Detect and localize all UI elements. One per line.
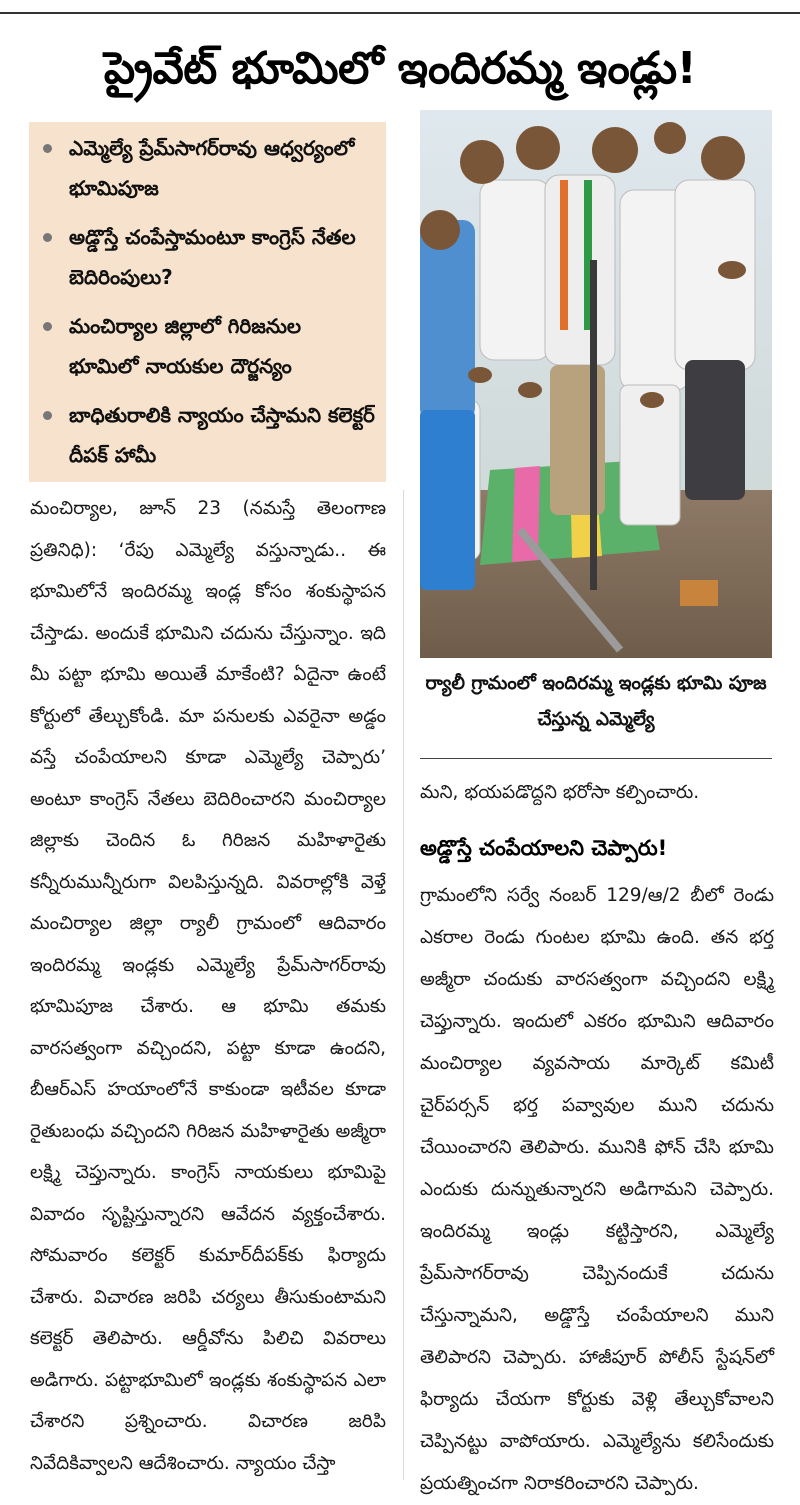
highlights-box xyxy=(29,122,386,482)
column-divider xyxy=(403,490,404,1480)
news-photo xyxy=(420,110,772,658)
highlight-item xyxy=(39,217,376,297)
bullet-icon xyxy=(43,144,52,153)
article-body-left: మంచిర్యాల, జూన్ 23 (నమస్తే తెలంగాణ ప్రతినిధి): ‘రేపు ఎమ్మెల్యే వస్తున్నాడు.. ఈ భూమిలోనే ఇందిరమ్మ ఇండ్ల కోసం శంకుస్థాపన చేస్తాడు. అందుకే భూమిని చదును చేస్తున్నాం. ఇది మీ పట్టా భూమి అయితే మాకేంటి? ఏదైనా ఉంటే కోర్టులో తేల్చుకోండి. మా పనులకు ఎవరైనా అడ్డం వస్తే చంపేయాలని కూడా ఎమ్మెల్యే చెప్పారు’ అంటూ కాంగ్రెస్ నేతలు బెదిరించారని మంచిర్యాల జిల్లాకు చెందిన ఓ గిరిజన మహిళారైతు కన్నీరుమున్నీరుగా విలపిస్తున్నది. వివరాల్లోకి వెళ్తే మంచిర్యాల జిల్లా ర్యాలీ గ్రామంలో ఆదివారం ఇందిరమ్మ ఇండ్లకు ఎమ్మెల్యే ప్రేమ్‌సాగర్‌రావు భూమిపూజ చేశారు. ఆ భూమి తమకు వారసత్వంగా వచ్చిందని, పట్టా కూడా ఉందని, బీఆర్‌ఎస్ హయాంలోనే కాకుండా ఇటీవల కూడా రైతుబంధు వచ్చిందని గిరిజన మహిళారైతు అజ్మీరా లక్ష్మి చెప్తున్నారు. కాంగ్రెస్ నాయకులు భూమిపై వివాదం సృష్టిస్తున్నారని ఆవేదన వ్యక్తంచేశారు. సోమవారం కలెక్టర్ కుమార్‌దీపక్‌కు ఫిర్యాదు చేశారు. విచారణ జరిపి చర్యలు తీసుకుంటామని కలెక్టర్ తెలిపారు. ఆర్డీవోను పిలిచి వివరాలు అడిగారు. పట్టాభూమిలో ఇండ్లకు శంకుస్థాపన ఎలా చేశారని ప్రశ్నించారు. విచారణ జరిపి నివేదికివ్వాలని ఆదేశించారు. న్యాయం చేస్తా xyxy=(30,498,386,1474)
article-body-right-continuation: మని, భయపడొద్దని భరోసా కల్పించారు. xyxy=(420,782,700,803)
subheading: అడ్డొస్తే చంపేయాలని చెప్పారు! xyxy=(420,836,668,860)
highlight-text: ఎమ్మెల్యే ప్రేమ్‌సాగర్‌రావు ఆధ్వర్యంలో భూమిపూజ xyxy=(69,136,355,200)
headline: ప్రైవేట్ భూమిలో ఇందిరమ్మ ఇండ్లు! xyxy=(103,43,697,94)
bullet-icon xyxy=(43,322,52,331)
highlight-item xyxy=(39,128,376,208)
top-rule-line xyxy=(0,12,800,14)
highlight-text: అడ్డొస్తే చంపేస్తామంటూ కాంగ్రెస్ నేతల బెదిరింపులు? xyxy=(69,225,356,289)
bullet-icon xyxy=(43,411,52,420)
highlight-text: బాధితురాలికి న్యాయం చేస్తామని కలెక్టర్ దీపక్ హామీ xyxy=(69,403,375,467)
highlight-item xyxy=(39,395,376,475)
highlight-item xyxy=(39,306,376,386)
photo-caption: ర్యాలీ గ్రామంలో ఇందిరమ్మ ఇండ్లకు భూమి పూజ చేస్తున్న ఎమ్మెల్యే xyxy=(425,673,767,730)
bullet-icon xyxy=(43,233,52,242)
top-cut-rule xyxy=(0,0,800,14)
highlight-text: మంచిర్యాల జిల్లాలో గిరిజనుల భూమిలో నాయకుల దౌర్జన్యం xyxy=(69,314,302,378)
article-body-right: గ్రామంలోని సర్వే నంబర్ 129/ఆ/2 బీలో రెండు ఎకరాల రెండు గుంటల భూమి ఉంది. తన భర్త అజ్మీరా చందుకు వారసత్వంగా వచ్చిందని లక్ష్మి చెప్తున్నారు. ఇందులో ఎకరం భూమిని ఆదివారం మంచిర్యాల వ్యవసాయ మార్కెట్ కమిటీ చైర్‌పర్సన్ భర్త పవ్వావుల ముని చదును చేయించారని తెలిపారు. మునికి ఫోన్ చేసి భూమి ఎందుకు దున్నుతున్నారని అడిగామని చెప్పారు. ఇందిరమ్మ ఇండ్లు కట్టిస్తారని, ఎమ్మెల్యే ప్రేమ్‌సాగర్‌రావు చెప్పినందుకే చదును చేస్తున్నామని, అడ్డొస్తే చంపేయాలని ముని తెలిపారని చెప్పారు. హాజీపూర్ పోలీస్ స్టేషన్‌లో ఫిర్యాదు చేయగా కోర్టుకు వెళ్లి తేల్చుకోవాలని చెప్పినట్టు వాపోయారు. ఎమ్మెల్యేను కలిసేందుకు ప్రయత్నించగా నిరాకరించారని చెప్పారు. xyxy=(420,885,774,1494)
caption-divider xyxy=(420,758,772,759)
